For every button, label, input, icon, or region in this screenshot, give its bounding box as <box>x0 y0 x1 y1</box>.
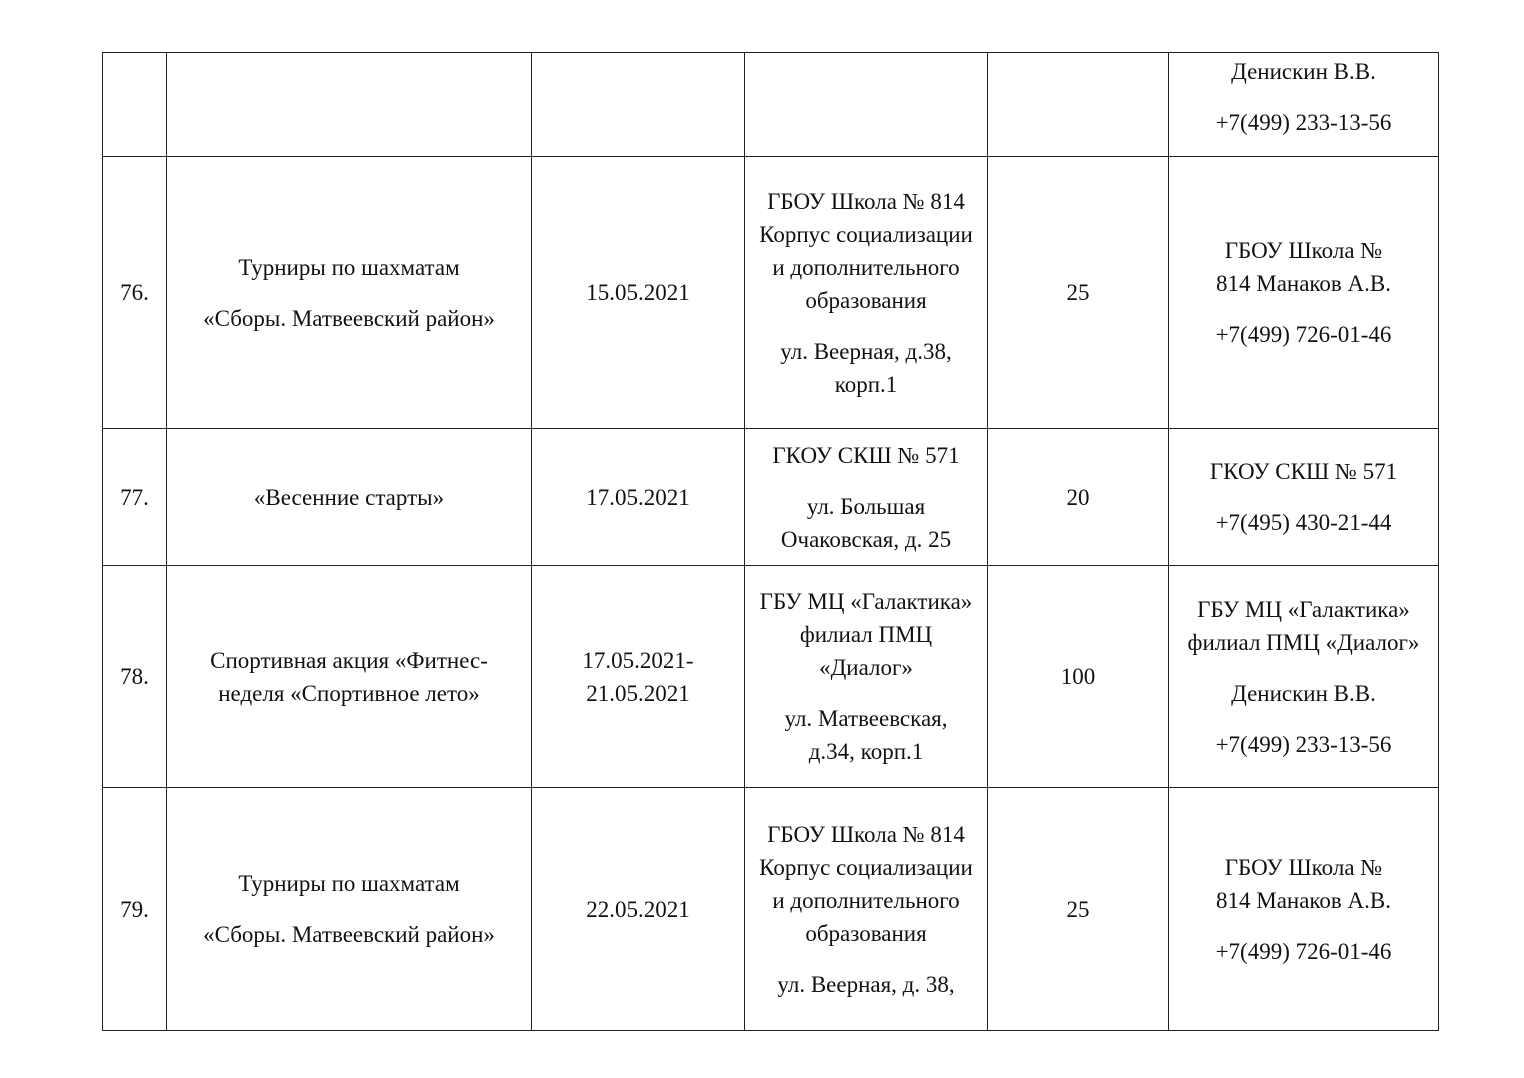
cell-count <box>988 53 1169 157</box>
events-table <box>102 52 1439 1031</box>
cell-count: 25 <box>988 788 1169 1031</box>
venue-address: ул. Матвеевская, д.34, корп.1 <box>784 706 948 764</box>
cell-event <box>167 788 532 1031</box>
event-subtitle: «Сборы. Матвеевский район» <box>203 922 495 947</box>
cell-organizer <box>1169 157 1439 429</box>
cell-date: 22.05.2021 <box>532 788 745 1031</box>
cell-count: 25 <box>988 157 1169 429</box>
event-title: Турниры по шахматам <box>238 871 460 896</box>
cell-venue <box>745 566 988 788</box>
venue-address: ул. Большая Очаковская, д. 25 <box>780 493 952 552</box>
cell-organizer <box>1169 53 1439 157</box>
organizer-phone: +7(499) 726-01-46 <box>1215 322 1392 347</box>
cell-num: 76. <box>103 157 167 429</box>
table-row <box>103 157 1439 429</box>
venue-address: ул. Веерная, д.38, корп.1 <box>780 338 952 397</box>
venue-name: ГБОУ Школа № 814 Корпус социализации и дополнительного образования <box>759 188 973 313</box>
organizer-name: ГБОУ Школа № 814 Манаков А.В. <box>1216 854 1391 913</box>
organizer-person: Денискин В.В. <box>1231 680 1376 706</box>
cell-organizer <box>1169 429 1439 566</box>
cell-num: 77. <box>103 429 167 566</box>
cell-event <box>167 566 532 788</box>
table-row <box>103 566 1439 788</box>
cell-venue <box>745 157 988 429</box>
organizer-name: ГКОУ СКШ № 571 <box>1209 459 1398 484</box>
organizer-name: ГБУ МЦ «Галактика» филиал ПМЦ «Диалог» <box>1187 596 1420 655</box>
organizer-person: Денискин В.В. <box>1231 59 1376 84</box>
event-subtitle: «Сборы. Матвеевский район» <box>203 305 495 331</box>
organizer-name: ГБОУ Школа № 814 Манаков А.В. <box>1216 238 1391 296</box>
cell-date: 17.05.2021 <box>532 429 745 566</box>
cell-num: 78. <box>103 566 167 788</box>
cell-date <box>532 53 745 157</box>
cell-venue <box>745 788 988 1031</box>
organizer-phone: +7(499) 726-01-46 <box>1215 938 1392 964</box>
organizer-phone: +7(499) 233-13-56 <box>1215 731 1392 757</box>
venue-name: ГБОУ Школа № 814 Корпус социализации и дополнительного образования <box>759 821 973 946</box>
event-title: «Весенние старты» <box>253 484 445 510</box>
cell-venue <box>745 429 988 566</box>
event-title: Спортивная акция «Фитнес-неделя «Спортивное лето» <box>210 647 488 706</box>
organizer-phone: +7(499) 233-13-56 <box>1215 110 1392 135</box>
cell-count: 20 <box>988 429 1169 566</box>
venue-name: ГБУ МЦ «Галактика» филиал ПМЦ «Диалог» <box>759 589 973 680</box>
table-row <box>103 788 1439 1031</box>
cell-organizer <box>1169 566 1439 788</box>
event-title: Турниры по шахматам <box>238 254 460 280</box>
cell-event <box>167 53 532 157</box>
organizer-phone: +7(495) 430-21-44 <box>1215 510 1392 535</box>
cell-date: 17.05.2021-21.05.2021 <box>532 566 745 788</box>
table-row-carry <box>103 53 1439 157</box>
venue-name: ГКОУ СКШ № 571 <box>772 442 960 468</box>
cell-num <box>103 53 167 157</box>
venue-address: ул. Веерная, д. 38, <box>777 971 955 997</box>
cell-count: 100 <box>988 566 1169 788</box>
cell-event <box>167 157 532 429</box>
cell-venue <box>745 53 988 157</box>
table-row <box>103 429 1439 566</box>
cell-num: 79. <box>103 788 167 1031</box>
cell-event <box>167 429 532 566</box>
cell-organizer <box>1169 788 1439 1031</box>
cell-date: 15.05.2021 <box>532 157 745 429</box>
